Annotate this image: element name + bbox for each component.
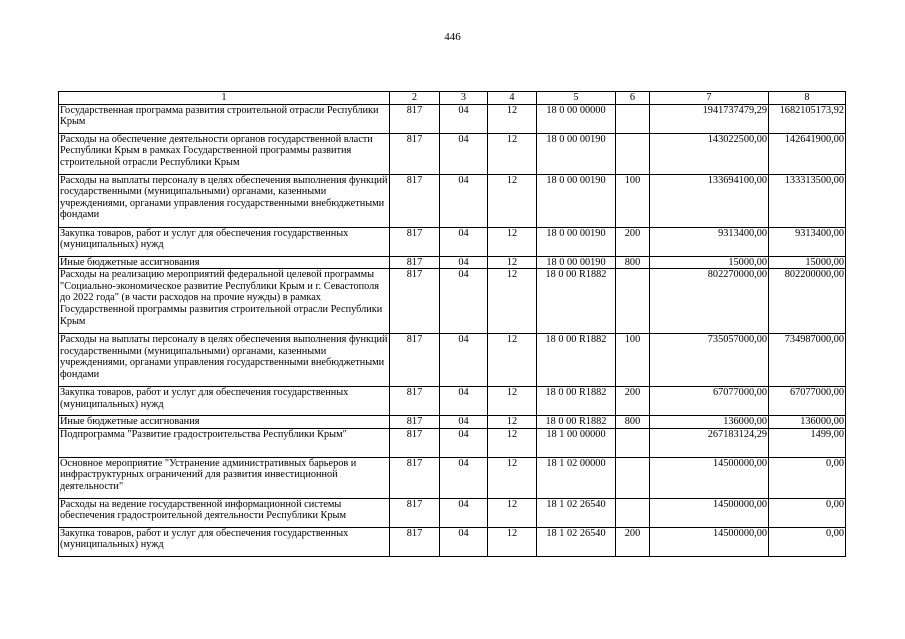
table-cell: 18 0 00 00190 — [537, 133, 616, 174]
table-cell: 9313400,00 — [650, 227, 769, 256]
table-cell — [616, 428, 650, 457]
table-cell: 15000,00 — [650, 256, 769, 269]
table-row — [59, 527, 846, 556]
table-cell: 18 1 00 00000 — [537, 428, 616, 457]
table-cell: Подпрограмма "Развитие градостроительства Республики Крым" — [59, 428, 390, 457]
table-cell: 133694100,00 — [650, 174, 769, 227]
table-header-row — [59, 92, 846, 105]
table-row — [59, 457, 846, 498]
page-number: 446 — [444, 31, 461, 43]
table-cell: 15000,00 — [769, 256, 846, 269]
table-cell: 735057000,00 — [650, 334, 769, 387]
table-cell: 133313500,00 — [769, 174, 846, 227]
table-cell: 200 — [616, 387, 650, 416]
table-cell: 0,00 — [769, 498, 846, 527]
table-cell: 817 — [390, 498, 440, 527]
table-cell: 04 — [440, 428, 488, 457]
table-cell: 12 — [488, 269, 537, 334]
table-row — [59, 227, 846, 256]
table-cell: Основное мероприятие "Устранение административных барьеров и инфраструктурных ограничений для развития инвестиционной деятельности" — [59, 457, 390, 498]
table-cell: 04 — [440, 104, 488, 133]
table-cell: Расходы на ведение государственной информационной системы обеспечения градостроительной деятельности Республики Крым — [59, 498, 390, 527]
table-cell — [616, 133, 650, 174]
table-cell: 18 0 00 00190 — [537, 256, 616, 269]
table-cell: 14500000,00 — [650, 498, 769, 527]
column-header: 8 — [769, 92, 846, 105]
table-cell: 04 — [440, 256, 488, 269]
table-cell: 12 — [488, 104, 537, 133]
table-cell: 67077000,00 — [650, 387, 769, 416]
table-cell — [616, 104, 650, 133]
table-cell: 04 — [440, 457, 488, 498]
table-cell: 817 — [390, 227, 440, 256]
table-cell: 817 — [390, 457, 440, 498]
table-cell: 817 — [390, 387, 440, 416]
table-cell: 1941737479,29 — [650, 104, 769, 133]
table-cell: 04 — [440, 133, 488, 174]
table-cell: Расходы на реализацию мероприятий федеральной целевой программы "Социально-экономическое развитие Республики Крым и г. Севастополя до 2022 года" (в части расходов на прочие нужды) в рамках Государственной программы развития строительной отрасли Республики Крым — [59, 269, 390, 334]
table-cell: 04 — [440, 498, 488, 527]
table-cell: Закупка товаров, работ и услуг для обеспечения государственных (муниципальных) нужд — [59, 527, 390, 556]
column-header: 4 — [488, 92, 537, 105]
table-cell: 12 — [488, 428, 537, 457]
table-cell: 800 — [616, 416, 650, 429]
table-cell: 817 — [390, 174, 440, 227]
table-cell: 734987000,00 — [769, 334, 846, 387]
table-cell: 04 — [440, 269, 488, 334]
table-cell: Закупка товаров, работ и услуг для обеспечения государственных (муниципальных) нужд — [59, 227, 390, 256]
table-cell: 12 — [488, 133, 537, 174]
table-cell: 04 — [440, 387, 488, 416]
table-cell: 04 — [440, 416, 488, 429]
table-cell: 14500000,00 — [650, 457, 769, 498]
table-cell: 12 — [488, 416, 537, 429]
table-cell: 817 — [390, 269, 440, 334]
table-cell: 04 — [440, 174, 488, 227]
table-cell: 802200000,00 — [769, 269, 846, 334]
table-row — [59, 387, 846, 416]
table-cell: 200 — [616, 227, 650, 256]
table-cell: 817 — [390, 428, 440, 457]
table-cell: Государственная программа развития строительной отрасли Республики Крым — [59, 104, 390, 133]
column-header: 6 — [616, 92, 650, 105]
table-cell: 04 — [440, 334, 488, 387]
table-cell: 100 — [616, 174, 650, 227]
table-cell: 267183124,29 — [650, 428, 769, 457]
table-cell: 1499,00 — [769, 428, 846, 457]
table-cell: 817 — [390, 334, 440, 387]
table-row — [59, 498, 846, 527]
table-cell: 802270000,00 — [650, 269, 769, 334]
table-row — [59, 416, 846, 429]
table-cell: 14500000,00 — [650, 527, 769, 556]
table-cell: 18 0 00 00190 — [537, 174, 616, 227]
table-cell: 18 0 00 R1882 — [537, 416, 616, 429]
table-row — [59, 256, 846, 269]
table-cell — [616, 498, 650, 527]
table-cell: 817 — [390, 256, 440, 269]
table-cell: 18 0 00 R1882 — [537, 269, 616, 334]
table-cell: 18 0 00 R1882 — [537, 334, 616, 387]
table-cell: 1682105173,92 — [769, 104, 846, 133]
column-header: 3 — [440, 92, 488, 105]
table-row — [59, 428, 846, 457]
budget-table — [58, 91, 846, 557]
table-row — [59, 174, 846, 227]
table-cell — [616, 457, 650, 498]
table-cell: 817 — [390, 416, 440, 429]
table-cell: 18 1 02 00000 — [537, 457, 616, 498]
table-cell: 12 — [488, 387, 537, 416]
table-cell: 800 — [616, 256, 650, 269]
table-cell: 12 — [488, 457, 537, 498]
column-header: 2 — [390, 92, 440, 105]
table-cell: 817 — [390, 104, 440, 133]
table-cell: 142641900,00 — [769, 133, 846, 174]
table-cell: 67077000,00 — [769, 387, 846, 416]
table-cell: 12 — [488, 227, 537, 256]
table-cell: 18 1 02 26540 — [537, 527, 616, 556]
table-cell: 12 — [488, 174, 537, 227]
column-header: 7 — [650, 92, 769, 105]
table-cell: 0,00 — [769, 527, 846, 556]
table-row — [59, 334, 846, 387]
table-cell: Закупка товаров, работ и услуг для обеспечения государственных (муниципальных) нужд — [59, 387, 390, 416]
table-cell: 9313400,00 — [769, 227, 846, 256]
table-cell: 100 — [616, 334, 650, 387]
table-cell: 143022500,00 — [650, 133, 769, 174]
table-cell: 18 1 02 26540 — [537, 498, 616, 527]
table-cell: 0,00 — [769, 457, 846, 498]
table-cell: 817 — [390, 527, 440, 556]
table-cell: Расходы на выплаты персоналу в целях обеспечения выполнения функций государственными (муниципальными) органами, казенными учреждениями, органами управления государственными внебюджетными фондами — [59, 334, 390, 387]
column-header: 1 — [59, 92, 390, 105]
table-cell: Расходы на обеспечение деятельности органов государственной власти Республики Крым в рамках Государственной программы развития строительной отрасли Республики Крым — [59, 133, 390, 174]
table-cell: Расходы на выплаты персоналу в целях обеспечения выполнения функций государственными (муниципальными) органами, казенными учреждениями, органами управления государственными внебюджетными фондами — [59, 174, 390, 227]
table-cell: 18 0 00 R1882 — [537, 387, 616, 416]
table-cell: 18 0 00 00000 — [537, 104, 616, 133]
table-cell — [616, 269, 650, 334]
table-row — [59, 104, 846, 133]
table-cell: Иные бюджетные ассигнования — [59, 416, 390, 429]
table-cell: 817 — [390, 133, 440, 174]
table-cell: 12 — [488, 256, 537, 269]
table-cell: 12 — [488, 527, 537, 556]
table-cell: 04 — [440, 527, 488, 556]
table-cell: 12 — [488, 334, 537, 387]
table-row — [59, 133, 846, 174]
table-cell: 136000,00 — [650, 416, 769, 429]
table-row — [59, 269, 846, 334]
column-header: 5 — [537, 92, 616, 105]
table-cell: 18 0 00 00190 — [537, 227, 616, 256]
table-cell: 12 — [488, 498, 537, 527]
table-cell: 04 — [440, 227, 488, 256]
table-cell: 200 — [616, 527, 650, 556]
table-cell: 136000,00 — [769, 416, 846, 429]
table-cell: Иные бюджетные ассигнования — [59, 256, 390, 269]
